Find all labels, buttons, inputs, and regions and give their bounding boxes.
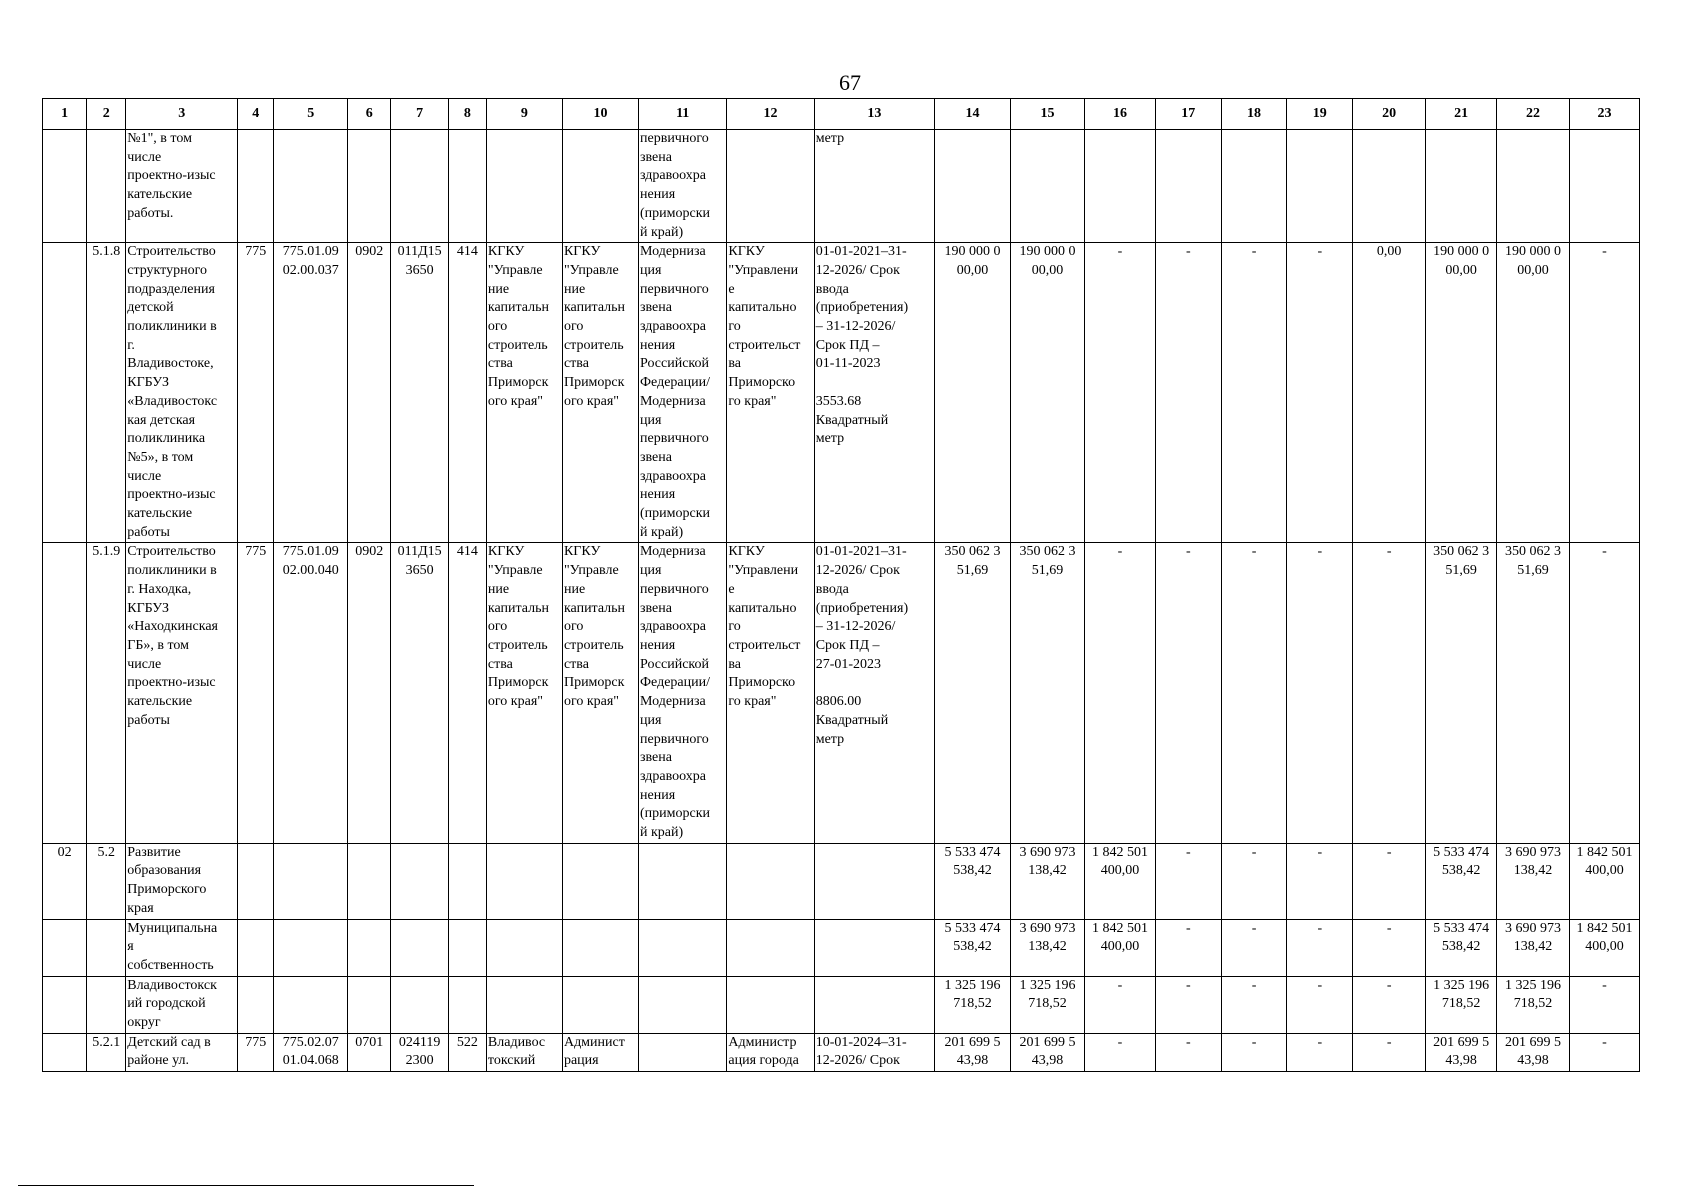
table-cell: Детский сад в районе ул. — [126, 1033, 238, 1071]
table-cell — [1426, 130, 1497, 243]
table-cell: Развитие образования Приморского края — [126, 843, 238, 919]
table-cell — [448, 976, 486, 1033]
table-cell — [238, 843, 274, 919]
table-cell: - — [1287, 243, 1353, 543]
table-cell: 201 699 5 43,98 — [1497, 1033, 1570, 1071]
table-cell: 190 000 0 00,00 — [1011, 243, 1085, 543]
table-cell — [87, 919, 126, 976]
column-header: 16 — [1084, 99, 1155, 130]
table-cell: 201 699 5 43,98 — [1011, 1033, 1085, 1071]
table-cell: Муниципальна я собственность — [126, 919, 238, 976]
table-cell: 1 842 501 400,00 — [1084, 919, 1155, 976]
table-cell: - — [1353, 919, 1426, 976]
column-header: 11 — [639, 99, 727, 130]
column-header: 10 — [562, 99, 638, 130]
table-cell: - — [1221, 543, 1287, 843]
table-cell — [727, 843, 814, 919]
table-cell: первичного звена здравоохра нения (приморски й край) — [639, 130, 727, 243]
column-header: 17 — [1155, 99, 1221, 130]
table-cell: - — [1155, 543, 1221, 843]
table-cell: КГКУ "Управлени е капитально го строительст ва Приморско го края" — [727, 243, 814, 543]
table-cell — [43, 976, 87, 1033]
table-cell — [639, 843, 727, 919]
table-cell: - — [1287, 543, 1353, 843]
table-cell — [814, 919, 934, 976]
table-cell: КГКУ "Управле ние капитальн ого строитель ства Приморск ого края" — [486, 243, 562, 543]
table-cell: КГКУ "Управле ние капитальн ого строитель ства Приморск ого края" — [562, 543, 638, 843]
table-cell: - — [1353, 1033, 1426, 1071]
table-cell — [727, 919, 814, 976]
table-cell: 775.01.09 02.00.037 — [274, 243, 348, 543]
table-cell — [87, 130, 126, 243]
table-cell — [639, 1033, 727, 1071]
table-cell: 01-01-2021–31- 12-2026/ Срок ввода (приобретения) – 31-12-2026/ Срок ПД – 27-01-2023 8806.00 Квадратный метр — [814, 543, 934, 843]
table-cell — [814, 976, 934, 1033]
table-cell: 775.02.07 01.04.068 — [274, 1033, 348, 1071]
table-cell — [1155, 130, 1221, 243]
table-cell: - — [1155, 243, 1221, 543]
column-header: 6 — [348, 99, 391, 130]
table-row — [43, 919, 1640, 976]
table-cell — [43, 130, 87, 243]
column-header: 15 — [1011, 99, 1085, 130]
table-cell: - — [1353, 543, 1426, 843]
table-cell — [486, 130, 562, 243]
table-cell — [43, 543, 87, 843]
column-header: 19 — [1287, 99, 1353, 130]
table-row — [43, 843, 1640, 919]
header-row — [43, 99, 1640, 130]
table-cell — [486, 843, 562, 919]
table-cell: 0902 — [348, 243, 391, 543]
table-cell — [43, 1033, 87, 1071]
table-cell — [486, 976, 562, 1033]
table-cell: - — [1155, 919, 1221, 976]
table-cell: - — [1570, 976, 1640, 1033]
table-cell — [391, 919, 449, 976]
table-cell: 414 — [448, 543, 486, 843]
table-cell — [348, 130, 391, 243]
table-cell: 350 062 3 51,69 — [1011, 543, 1085, 843]
table-cell — [274, 976, 348, 1033]
table-cell: 5 533 474 538,42 — [934, 843, 1010, 919]
table-cell: 5 533 474 538,42 — [1426, 919, 1497, 976]
table-cell: - — [1287, 843, 1353, 919]
table-cell — [562, 919, 638, 976]
table-cell: 011Д15 3650 — [391, 543, 449, 843]
table-cell: 5 533 474 538,42 — [934, 919, 1010, 976]
table-row — [43, 130, 1640, 243]
table-cell — [238, 976, 274, 1033]
table-cell — [562, 130, 638, 243]
table-cell: Строительство структурного подразделения детской поликлиники в г. Владивостоке, КГБУЗ «Владивостокс кая детская поликлиника №5», в том числе проектно-изыс кательские работы — [126, 243, 238, 543]
table-cell: - — [1155, 1033, 1221, 1071]
table-cell: 350 062 3 51,69 — [1497, 543, 1570, 843]
table-cell — [348, 919, 391, 976]
table-cell: 775.01.09 02.00.040 — [274, 543, 348, 843]
table-cell — [562, 843, 638, 919]
table-cell — [391, 130, 449, 243]
table-cell — [1221, 130, 1287, 243]
table-cell: 10-01-2024–31- 12-2026/ Срок — [814, 1033, 934, 1071]
table-cell: - — [1155, 976, 1221, 1033]
table-cell: - — [1353, 976, 1426, 1033]
table-cell — [562, 976, 638, 1033]
table-cell: Владивос токский — [486, 1033, 562, 1071]
table-cell: 1 325 196 718,52 — [1497, 976, 1570, 1033]
table-cell: 775 — [238, 1033, 274, 1071]
table-cell: 775 — [238, 243, 274, 543]
table-cell: - — [1570, 543, 1640, 843]
table-cell: - — [1221, 1033, 1287, 1071]
table-cell: - — [1221, 243, 1287, 543]
table-cell: 01-01-2021–31- 12-2026/ Срок ввода (приобретения) – 31-12-2026/ Срок ПД – 01-11-2023 3553.68 Квадратный метр — [814, 243, 934, 543]
table-cell: 201 699 5 43,98 — [1426, 1033, 1497, 1071]
table-cell: 190 000 0 00,00 — [934, 243, 1010, 543]
table-row — [43, 976, 1640, 1033]
table-cell — [274, 130, 348, 243]
table-cell — [1011, 130, 1085, 243]
table-cell: 5.1.8 — [87, 243, 126, 543]
table-cell: 0,00 — [1353, 243, 1426, 543]
table-cell: 522 — [448, 1033, 486, 1071]
table-cell: 5.1.9 — [87, 543, 126, 843]
table-row — [43, 1033, 1640, 1071]
table-cell — [639, 919, 727, 976]
budget-table — [42, 98, 1640, 1072]
table-cell: - — [1221, 919, 1287, 976]
table-cell: - — [1221, 976, 1287, 1033]
column-header: 5 — [274, 99, 348, 130]
table-cell — [1570, 130, 1640, 243]
table-cell: - — [1287, 919, 1353, 976]
table-cell: - — [1287, 1033, 1353, 1071]
table-cell: 3 690 973 138,42 — [1011, 843, 1085, 919]
table-cell: - — [1084, 976, 1155, 1033]
table-cell: - — [1570, 1033, 1640, 1071]
table-cell: - — [1570, 243, 1640, 543]
table-cell: Владивостокск ий городской округ — [126, 976, 238, 1033]
table-cell: 775 — [238, 543, 274, 843]
column-header: 3 — [126, 99, 238, 130]
column-header: 12 — [727, 99, 814, 130]
table-cell — [274, 843, 348, 919]
table-cell: Модерниза ция первичного звена здравоохра нения Российской Федерации/ Модерниза ция первичного звена здравоохра нения (приморски й край) — [639, 243, 727, 543]
table-row — [43, 243, 1640, 543]
table-cell: 1 325 196 718,52 — [934, 976, 1010, 1033]
table-cell: 024119 2300 — [391, 1033, 449, 1071]
column-header: 14 — [934, 99, 1010, 130]
table-cell: КГКУ "Управле ние капитальн ого строитель ства Приморск ого края" — [486, 543, 562, 843]
table-cell: 5 533 474 538,42 — [1426, 843, 1497, 919]
column-header: 18 — [1221, 99, 1287, 130]
table-cell — [639, 976, 727, 1033]
table-cell: - — [1287, 976, 1353, 1033]
table-cell: №1", в том числе проектно-изыс кательские работы. — [126, 130, 238, 243]
table-cell — [1084, 130, 1155, 243]
table-cell: 0902 — [348, 543, 391, 843]
table-cell — [87, 976, 126, 1033]
table-cell: - — [1084, 1033, 1155, 1071]
table-cell — [274, 919, 348, 976]
table-cell: - — [1084, 543, 1155, 843]
table-cell: 190 000 0 00,00 — [1426, 243, 1497, 543]
table-cell: 3 690 973 138,42 — [1011, 919, 1085, 976]
table-cell: Админист рация — [562, 1033, 638, 1071]
table-cell: 1 842 501 400,00 — [1570, 919, 1640, 976]
table-cell: 350 062 3 51,69 — [934, 543, 1010, 843]
table-cell — [727, 976, 814, 1033]
table-cell — [1287, 130, 1353, 243]
table-cell: КГКУ "Управлени е капитально го строительст ва Приморско го края" — [727, 543, 814, 843]
table-cell — [1353, 130, 1426, 243]
table-cell: 011Д15 3650 — [391, 243, 449, 543]
table-cell — [348, 976, 391, 1033]
column-header: 8 — [448, 99, 486, 130]
column-header: 7 — [391, 99, 449, 130]
table-cell: Модерниза ция первичного звена здравоохра нения Российской Федерации/ Модерниза ция первичного звена здравоохра нения (приморски й край) — [639, 543, 727, 843]
footnote-divider — [18, 1185, 474, 1186]
table-cell: - — [1084, 243, 1155, 543]
table-cell — [391, 843, 449, 919]
table-cell: - — [1353, 843, 1426, 919]
column-header: 23 — [1570, 99, 1640, 130]
table-cell — [448, 919, 486, 976]
table-cell — [486, 919, 562, 976]
table-cell: 0701 — [348, 1033, 391, 1071]
table-cell — [727, 130, 814, 243]
column-header: 2 — [87, 99, 126, 130]
table-cell — [1497, 130, 1570, 243]
table-cell: метр — [814, 130, 934, 243]
column-header: 21 — [1426, 99, 1497, 130]
page-number: 67 — [839, 70, 861, 95]
column-header: 4 — [238, 99, 274, 130]
table-cell: 5.2 — [87, 843, 126, 919]
table-cell — [448, 130, 486, 243]
table-cell: - — [1221, 843, 1287, 919]
column-header: 20 — [1353, 99, 1426, 130]
column-header: 13 — [814, 99, 934, 130]
table-cell: 02 — [43, 843, 87, 919]
table-cell: Администр ация города — [727, 1033, 814, 1071]
table-cell: - — [1155, 843, 1221, 919]
table-cell: 1 842 501 400,00 — [1084, 843, 1155, 919]
table-cell: 3 690 973 138,42 — [1497, 919, 1570, 976]
table-cell: 1 842 501 400,00 — [1570, 843, 1640, 919]
table-cell: 190 000 0 00,00 — [1497, 243, 1570, 543]
table-cell: 350 062 3 51,69 — [1426, 543, 1497, 843]
table-cell — [814, 843, 934, 919]
table-cell — [238, 919, 274, 976]
table-cell: 414 — [448, 243, 486, 543]
table-cell — [391, 976, 449, 1033]
column-header: 22 — [1497, 99, 1570, 130]
table-cell — [934, 130, 1010, 243]
column-header: 1 — [43, 99, 87, 130]
table-cell: КГКУ "Управле ние капитальн ого строитель ства Приморск ого края" — [562, 243, 638, 543]
column-header: 9 — [486, 99, 562, 130]
table-cell: 3 690 973 138,42 — [1497, 843, 1570, 919]
table-cell — [238, 130, 274, 243]
table-cell: 1 325 196 718,52 — [1426, 976, 1497, 1033]
table-row — [43, 543, 1640, 843]
table-cell — [348, 843, 391, 919]
table-cell: Строительство поликлиники в г. Находка, КГБУЗ «Находкинская ГБ», в том числе проектно-изыс кательские работы — [126, 543, 238, 843]
table-cell — [43, 919, 87, 976]
table-cell: 1 325 196 718,52 — [1011, 976, 1085, 1033]
table-cell: 5.2.1 — [87, 1033, 126, 1071]
table-cell — [43, 243, 87, 543]
table-cell: 201 699 5 43,98 — [934, 1033, 1010, 1071]
table-cell — [448, 843, 486, 919]
